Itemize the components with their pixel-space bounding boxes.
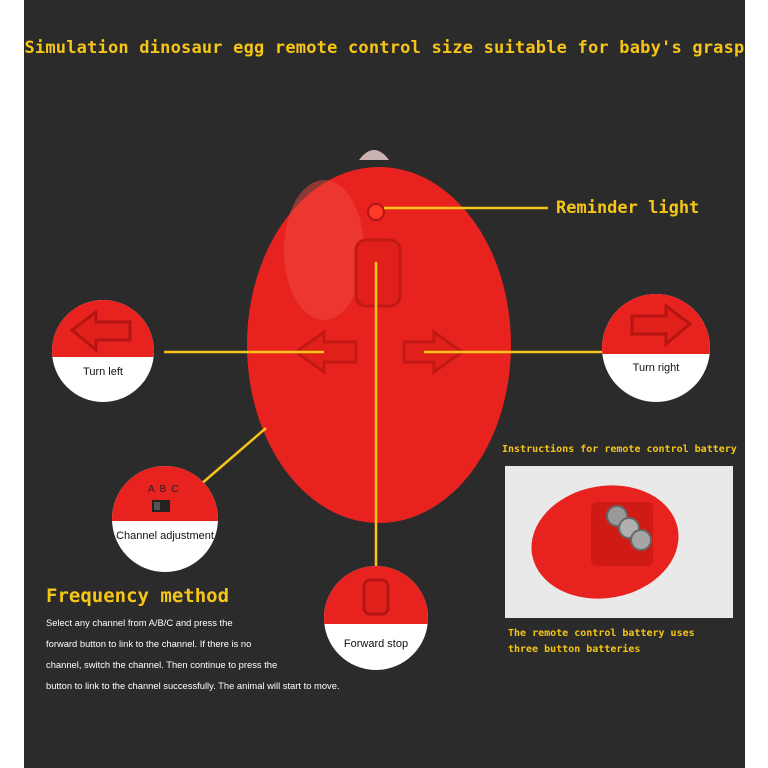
egg-highlight	[284, 180, 364, 320]
channel-letter-a: A	[148, 484, 160, 495]
channel-letter-b: B	[159, 484, 172, 495]
right-arrow-icon	[602, 294, 710, 402]
headline: Simulation dinosaur egg remote control size suitable for baby's grasp	[24, 38, 745, 58]
channel-letter-c: C	[171, 484, 184, 495]
frequency-line-1: Select any channel from A/B/C and press the	[46, 617, 233, 628]
frequency-line-4: button to link to the channel successfully. The animal will start to move.	[46, 680, 340, 691]
turn-right-label: Turn right	[632, 362, 680, 374]
channel-letters	[148, 484, 184, 495]
frequency-line-2: forward button to link to the channel. If there is no	[46, 638, 252, 649]
reminder-light-label: Reminder light	[556, 198, 700, 218]
battery-photo	[505, 466, 733, 618]
battery-line-1: The remote control battery uses	[508, 628, 695, 639]
turn-left-circle	[52, 300, 154, 402]
channel-switch-icon	[112, 466, 218, 572]
frequency-text	[46, 612, 376, 696]
battery-note	[508, 626, 695, 658]
frequency-line-3: channel, switch the channel. Then continue to press the	[46, 659, 278, 670]
left-arrow-icon	[52, 300, 154, 402]
channel-adjustment-circle	[112, 466, 218, 572]
battery-line-2: three button batteries	[508, 644, 641, 655]
reminder-light-icon	[368, 204, 384, 220]
forward-button	[356, 240, 400, 306]
battery-egg-illustration	[505, 466, 733, 618]
product-panel	[24, 0, 745, 768]
turn-right-circle	[602, 294, 710, 402]
frequency-title: Frequency method	[46, 585, 230, 607]
remote-egg	[247, 150, 511, 523]
egg-antenna	[359, 150, 389, 160]
channel-adjustment-label: Channel adjustment	[116, 530, 214, 542]
forward-stop-label: Forward stop	[343, 638, 409, 650]
turn-left-label: Turn left	[83, 366, 123, 378]
battery-title: Instructions for remote control battery	[502, 444, 737, 455]
